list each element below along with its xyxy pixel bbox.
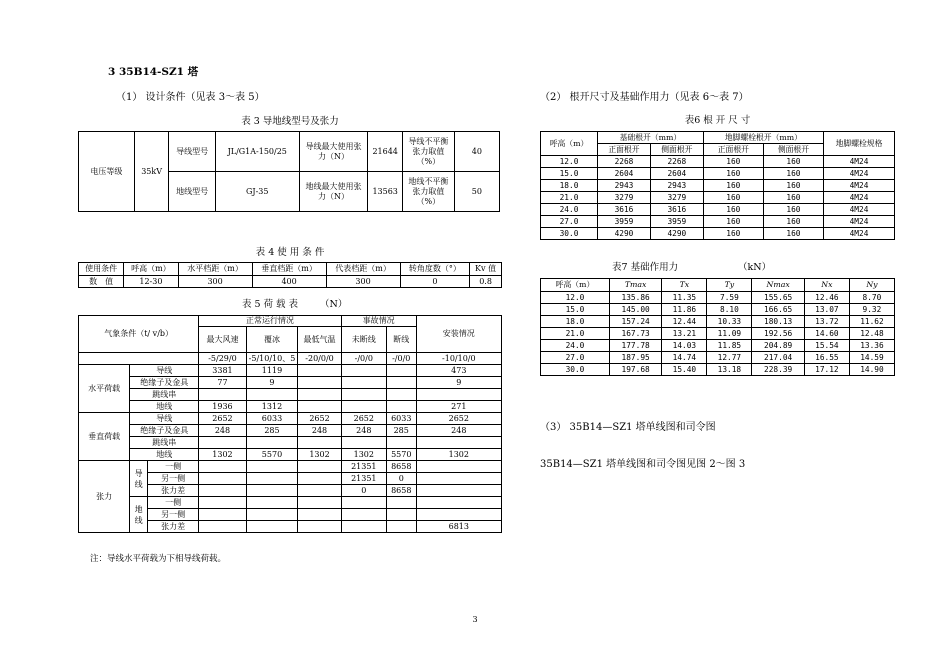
t5-cell [416, 485, 501, 497]
t5-cell [298, 365, 341, 377]
t5-cell: 5570 [386, 449, 416, 461]
t6-cell: 160 [703, 168, 763, 180]
t5-cell: 1119 [246, 365, 298, 377]
t7-cell: 11.85 [707, 340, 752, 352]
table7 [540, 278, 895, 376]
table-row [79, 425, 502, 437]
t7-cell: 15.40 [662, 364, 707, 376]
t7-cell: 12.46 [804, 292, 849, 304]
t5-cell: 77 [199, 377, 246, 389]
table4-caption: 表 4 使 用 条 件 [255, 247, 325, 258]
t6-cell: 15.0 [541, 168, 598, 180]
t5-cell [341, 509, 386, 521]
t6-cell: 160 [763, 204, 823, 216]
t5-cell: 248 [298, 425, 341, 437]
t6-cell: 12.0 [541, 156, 598, 168]
t5-cell [298, 485, 341, 497]
t5-row-label: 另一侧 [148, 509, 199, 521]
t6-cell: 160 [703, 228, 763, 240]
ground-type: GJ-35 [215, 172, 299, 212]
t6-h-front: 正面根开 [598, 144, 651, 156]
t7-cell: 12.0 [541, 292, 610, 304]
t4-value: 0 [400, 276, 470, 288]
conductor-unbalance-label: 导线不平衡张力取值（%） [403, 132, 455, 172]
table-row [541, 204, 895, 216]
t5-cell: 21351 [341, 461, 386, 473]
t5-cell: 1302 [341, 449, 386, 461]
table-row [79, 413, 502, 425]
t5-cell: 1312 [246, 401, 298, 413]
t5-cell [246, 509, 298, 521]
t6-h-bolt-side: 侧面根开 [763, 144, 823, 156]
t7-cell: 228.39 [752, 364, 804, 376]
t6-cell: 4M24 [824, 228, 895, 240]
t5-row-label: 一侧 [148, 497, 199, 509]
t5-group-label: 张力 [79, 461, 130, 533]
t5-cell: 1302 [199, 449, 246, 461]
t5-cell [246, 521, 298, 533]
t5-cell [298, 521, 341, 533]
t5-row-label: 导线 [130, 413, 199, 425]
t7-cell: 14.74 [662, 352, 707, 364]
t5-cell [246, 437, 298, 449]
table-row [541, 168, 895, 180]
t6-h-height: 呼高（m） [541, 132, 598, 156]
t6-cell: 27.0 [541, 216, 598, 228]
t5-cell: 0 [386, 473, 416, 485]
table-row [541, 304, 895, 316]
t5-cell [386, 509, 416, 521]
t6-cell: 4M24 [824, 216, 895, 228]
t5-cell: 2652 [298, 413, 341, 425]
t5-condition: -10/10/0 [416, 353, 501, 365]
t5-cell [386, 401, 416, 413]
t5-cell [199, 497, 246, 509]
t5-cell [246, 389, 298, 401]
t5-cell [341, 401, 386, 413]
t6-cell: 2268 [650, 156, 703, 168]
t5-cell [199, 473, 246, 485]
ground-tension: 13563 [368, 172, 403, 212]
t6-cell: 2943 [650, 180, 703, 192]
t7-cell: 197.68 [609, 364, 661, 376]
t7-cell: 13.36 [849, 340, 894, 352]
t5-cell [199, 389, 246, 401]
table-row [79, 389, 502, 401]
t5-cell: 1936 [199, 401, 246, 413]
t5-cell [199, 509, 246, 521]
t7-cell: 24.0 [541, 340, 610, 352]
t6-cell: 30.0 [541, 228, 598, 240]
t5-cell: 6033 [246, 413, 298, 425]
t5-cell: 285 [246, 425, 298, 437]
t7-cell: 204.89 [752, 340, 804, 352]
t7-header: Nmax [752, 279, 804, 292]
t5-cell: 6813 [416, 521, 501, 533]
t7-cell: 15.0 [541, 304, 610, 316]
t7-cell: 30.0 [541, 364, 610, 376]
t5-row-label: 导线 [130, 365, 199, 377]
t7-cell: 11.62 [849, 316, 894, 328]
install-label: 安装情况 [416, 316, 501, 353]
t6-h-base: 基础根开（mm） [598, 132, 704, 144]
conductor-type: JL/G1A-150/25 [215, 132, 299, 172]
t5-cell [199, 521, 246, 533]
table3-caption: 表 3 导地线型号及张力 [241, 116, 339, 127]
table-row [79, 377, 502, 389]
t7-cell: 155.65 [752, 292, 804, 304]
t6-h-spec: 地脚螺栓规格 [824, 132, 895, 156]
t5-condition: -5/10/10、5 [246, 353, 298, 365]
t4-header: 呼高（m） [124, 263, 178, 276]
t5-subgroup-label: 导线 [130, 461, 148, 497]
ground-unbalance: 50 [454, 172, 499, 212]
col-low-temp: 最低气温 [298, 327, 341, 353]
t5-cell: 6033 [386, 413, 416, 425]
t6-cell: 160 [763, 180, 823, 192]
t4-header: Kv 值 [470, 263, 502, 276]
t5-cell: 3381 [199, 365, 246, 377]
t7-cell: 145.00 [609, 304, 661, 316]
t6-cell: 160 [703, 192, 763, 204]
table-row [79, 365, 502, 377]
t6-cell: 160 [763, 156, 823, 168]
t5-cell [386, 437, 416, 449]
t5-cell [386, 521, 416, 533]
t5-cell [199, 485, 246, 497]
normal-label: 正常运行情况 [199, 316, 341, 327]
t4-value: 数 值 [79, 276, 124, 288]
t6-cell: 2268 [598, 156, 651, 168]
t7-cell: 177.78 [609, 340, 661, 352]
t7-cell: 21.0 [541, 328, 610, 340]
subsection-3: （3） 35B14—SZ1 塔单线图和司令图 [540, 422, 716, 433]
t5-cell [341, 377, 386, 389]
table3 [78, 131, 500, 212]
t7-cell: 135.86 [609, 292, 661, 304]
t7-cell: 217.04 [752, 352, 804, 364]
t6-cell: 3616 [650, 204, 703, 216]
t7-cell: 12.44 [662, 316, 707, 328]
weather-label: 气象条件（t/ v/b） [79, 316, 199, 353]
t5-cell: 473 [416, 365, 501, 377]
t5-cell: 0 [341, 485, 386, 497]
table-row [541, 340, 895, 352]
t5-condition: -/0/0 [386, 353, 416, 365]
t6-cell: 2604 [650, 168, 703, 180]
t7-header: Tx [662, 279, 707, 292]
t5-row-label: 跳线串 [130, 437, 199, 449]
table6 [540, 131, 895, 240]
section-title: 3 35B14-SZ1 塔 [108, 66, 199, 78]
t6-cell: 4M24 [824, 204, 895, 216]
t6-h-bolt-front: 正面根开 [703, 144, 763, 156]
t5-cell [386, 497, 416, 509]
t6-cell: 4M24 [824, 180, 895, 192]
t5-group-label: 垂直荷载 [79, 413, 130, 461]
accident-label: 事故情况 [341, 316, 416, 327]
t7-cell: 9.32 [849, 304, 894, 316]
t5-cell: 248 [416, 425, 501, 437]
t6-cell: 4M24 [824, 192, 895, 204]
t7-cell: 15.54 [804, 340, 849, 352]
t6-cell: 4290 [650, 228, 703, 240]
t5-row-label: 跳线串 [130, 389, 199, 401]
t7-cell: 13.07 [804, 304, 849, 316]
t5-cell [298, 389, 341, 401]
t7-cell: 11.35 [662, 292, 707, 304]
t4-header: 水平档距（m） [178, 263, 252, 276]
t6-h-bolt: 地脚螺栓根开（mm） [703, 132, 823, 144]
t5-cell: 8658 [386, 485, 416, 497]
table-row [541, 328, 895, 340]
t5-cell [246, 461, 298, 473]
t5-cell: 248 [199, 425, 246, 437]
t5-cell [416, 473, 501, 485]
t7-cell: 180.13 [752, 316, 804, 328]
t5-cell: 9 [416, 377, 501, 389]
subsection-1: （1） 设计条件（见表 3～表 5） [116, 92, 265, 103]
table6-caption: 表6 根 开 尺 寸 [684, 115, 751, 126]
t5-row-label: 地线 [130, 401, 199, 413]
t6-cell: 3616 [598, 204, 651, 216]
t5-row-label: 张力差 [148, 521, 199, 533]
table-row [79, 437, 502, 449]
t4-header: 垂直档距（m） [252, 263, 326, 276]
t5-cell [341, 497, 386, 509]
t5-cell [298, 509, 341, 521]
t5-cell [386, 377, 416, 389]
t7-cell: 14.60 [804, 328, 849, 340]
table7-unit: （kN） [738, 262, 772, 273]
t5-row-label: 张力差 [148, 485, 199, 497]
t6-cell: 2604 [598, 168, 651, 180]
t5-row-label: 绝缘子及金具 [130, 377, 199, 389]
t7-cell: 11.09 [707, 328, 752, 340]
table-row [541, 156, 895, 168]
t7-cell: 13.21 [662, 328, 707, 340]
t6-cell: 160 [703, 180, 763, 192]
t5-cell [246, 473, 298, 485]
t5-cell: 2652 [416, 413, 501, 425]
t7-cell: 14.59 [849, 352, 894, 364]
t5-cell [341, 521, 386, 533]
page-number: 3 [472, 615, 478, 624]
t7-cell: 18.0 [541, 316, 610, 328]
t7-cell: 14.90 [849, 364, 894, 376]
t6-cell: 160 [763, 228, 823, 240]
t5-cell [416, 497, 501, 509]
t6-cell: 4M24 [824, 168, 895, 180]
t6-cell: 3279 [598, 192, 651, 204]
t7-cell: 157.24 [609, 316, 661, 328]
t4-value: 300 [178, 276, 252, 288]
t6-cell: 4M24 [824, 156, 895, 168]
t6-cell: 160 [763, 168, 823, 180]
t6-cell: 160 [763, 192, 823, 204]
t7-cell: 17.12 [804, 364, 849, 376]
conductor-tension-label: 导线最大使用张力（N） [299, 132, 368, 172]
t5-cell: 2652 [341, 413, 386, 425]
t5-cell [246, 497, 298, 509]
t7-cell: 12.77 [707, 352, 752, 364]
subsection-2: （2） 根开尺寸及基础作用力（见表 6～表 7） [540, 92, 749, 103]
t7-cell: 14.03 [662, 340, 707, 352]
t6-cell: 24.0 [541, 204, 598, 216]
t5-cell: 2652 [199, 413, 246, 425]
t7-header: Ty [707, 279, 752, 292]
t6-cell: 2943 [598, 180, 651, 192]
subsection-3-text: 35B14—SZ1 塔单线图和司令图见图 2～图 3 [540, 459, 746, 470]
t7-cell: 167.73 [609, 328, 661, 340]
t7-cell: 27.0 [541, 352, 610, 364]
t5-cell [386, 365, 416, 377]
t5-group-label: 水平荷载 [79, 365, 130, 413]
ground-unbalance-label: 地线不平衡张力取值（%） [403, 172, 455, 212]
table5-caption: 表 5 荷 载 表 [241, 299, 299, 310]
t6-cell: 160 [703, 204, 763, 216]
table-row [541, 216, 895, 228]
voltage-label: 电压等级 [79, 132, 135, 212]
t5-cell: 9 [246, 377, 298, 389]
t5-cell: 1302 [416, 449, 501, 461]
t5-cell [416, 437, 501, 449]
conductor-type-label: 导线型号 [169, 132, 215, 172]
conductor-unbalance: 40 [454, 132, 499, 172]
table4 [78, 262, 502, 288]
t5-cell [416, 389, 501, 401]
t5-cell [298, 497, 341, 509]
t7-cell: 187.95 [609, 352, 661, 364]
t6-cell: 3959 [598, 216, 651, 228]
table5 [78, 315, 502, 533]
t6-cell: 4290 [598, 228, 651, 240]
t6-cell: 160 [763, 216, 823, 228]
voltage-value: 35kV [134, 132, 168, 212]
t5-condition: -/0/0 [341, 353, 386, 365]
t5-cell [298, 473, 341, 485]
t5-cell [341, 389, 386, 401]
t5-row-label: 绝缘子及金具 [130, 425, 199, 437]
t5-cell [416, 461, 501, 473]
table-row [79, 497, 502, 509]
t4-header: 转角度数（°） [400, 263, 470, 276]
t5-cell [298, 461, 341, 473]
t7-header: 呼高（m） [541, 279, 610, 292]
conductor-tension: 21644 [368, 132, 403, 172]
t5-cell [341, 437, 386, 449]
t7-cell: 7.59 [707, 292, 752, 304]
t6-cell: 160 [703, 156, 763, 168]
t5-cell [199, 461, 246, 473]
t5-condition: -20/0/0 [298, 353, 341, 365]
t5-cell: 5570 [246, 449, 298, 461]
t5-cell: 271 [416, 401, 501, 413]
t5-cell [199, 437, 246, 449]
ground-type-label: 地线型号 [169, 172, 215, 212]
t5-cell: 8658 [386, 461, 416, 473]
table-row [79, 461, 502, 473]
ground-tension-label: 地线最大使用张力（N） [299, 172, 368, 212]
t7-cell: 13.18 [707, 364, 752, 376]
table-row [541, 180, 895, 192]
t5-row-label: 地线 [130, 449, 199, 461]
col-max-wind: 最大风速 [199, 327, 246, 353]
t5-cell [298, 377, 341, 389]
t5-cell: 1302 [298, 449, 341, 461]
t4-header: 代表档距（m） [326, 263, 400, 276]
t6-cell: 160 [703, 216, 763, 228]
t7-cell: 10.33 [707, 316, 752, 328]
col-unbroken: 未断线 [341, 327, 386, 353]
t7-cell: 12.48 [849, 328, 894, 340]
t5-condition: -5/29/0 [199, 353, 246, 365]
t5-cell [298, 401, 341, 413]
table-row [541, 352, 895, 364]
table-row [541, 228, 895, 240]
t7-cell: 11.86 [662, 304, 707, 316]
t5-row-label: 一侧 [148, 461, 199, 473]
t6-h-side: 侧面根开 [650, 144, 703, 156]
table5-note: 注：导线水平荷载为下相导线荷载。 [90, 554, 227, 564]
table-row [541, 192, 895, 204]
t5-cell: 285 [386, 425, 416, 437]
t5-cell [246, 485, 298, 497]
t7-cell: 13.72 [804, 316, 849, 328]
t5-cell [416, 509, 501, 521]
t6-cell: 3959 [650, 216, 703, 228]
table7-caption: 表7 基础作用力 [612, 262, 679, 273]
t7-cell: 166.65 [752, 304, 804, 316]
t7-cell: 192.56 [752, 328, 804, 340]
t7-cell: 16.55 [804, 352, 849, 364]
t4-value: 0.8 [470, 276, 502, 288]
col-broken: 断线 [386, 327, 416, 353]
t7-header: Nx [804, 279, 849, 292]
t6-cell: 3279 [650, 192, 703, 204]
t5-cell [298, 437, 341, 449]
t7-header: Ny [849, 279, 894, 292]
t7-cell: 8.10 [707, 304, 752, 316]
t5-cell: 21351 [341, 473, 386, 485]
t4-value: 400 [252, 276, 326, 288]
t5-cell [386, 389, 416, 401]
t5-cell [341, 365, 386, 377]
t5-cell: 248 [341, 425, 386, 437]
t5-row-label: 另一侧 [148, 473, 199, 485]
t7-cell: 8.70 [849, 292, 894, 304]
t4-value: 300 [326, 276, 400, 288]
t6-cell: 18.0 [541, 180, 598, 192]
t7-header: Tmax [609, 279, 661, 292]
table-row [541, 364, 895, 376]
table-row [79, 449, 502, 461]
table-row [541, 316, 895, 328]
col-ice: 覆冰 [246, 327, 298, 353]
t4-value: 12-30 [124, 276, 178, 288]
t5-subgroup-label: 地线 [130, 497, 148, 533]
table5-unit: （N） [320, 299, 348, 310]
table-row [79, 401, 502, 413]
table-row [541, 292, 895, 304]
t6-cell: 21.0 [541, 192, 598, 204]
t4-header: 使用条件 [79, 263, 124, 276]
